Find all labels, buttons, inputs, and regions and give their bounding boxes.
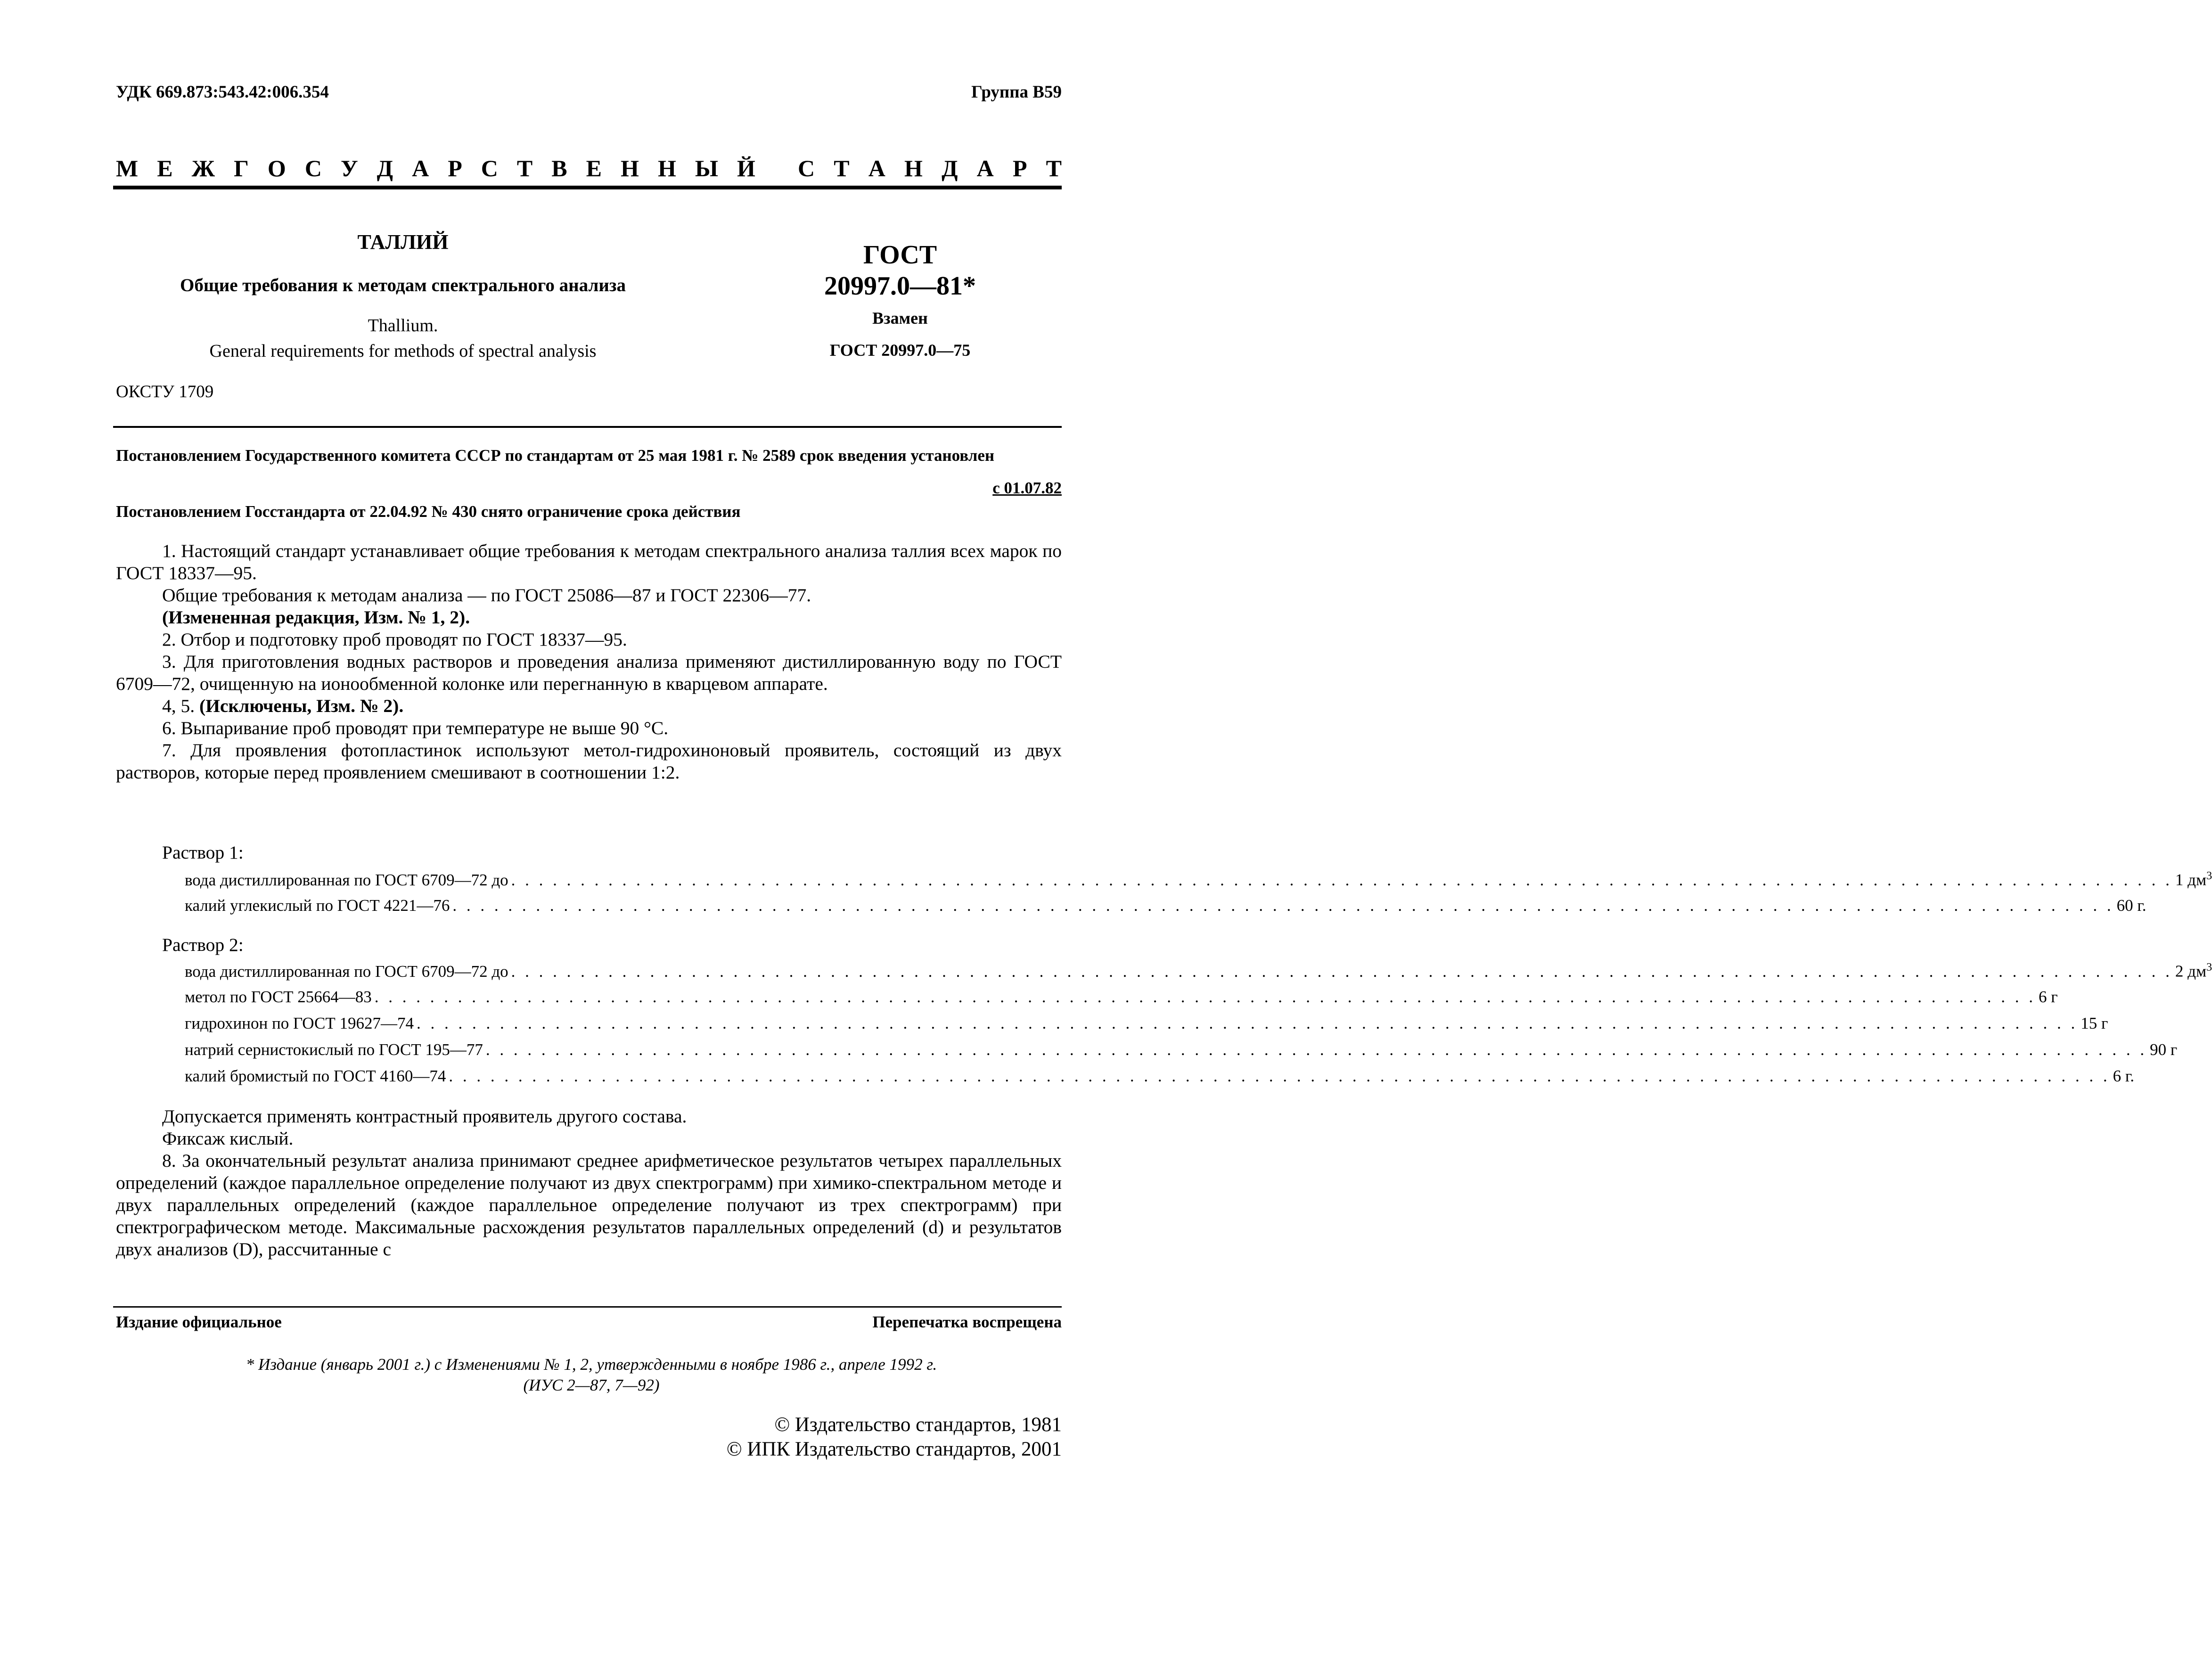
solution-2-label: Раствор 2: [162, 934, 244, 955]
ingredient-row [185, 988, 2058, 1007]
decree-text: Постановлением Государственного комитета СССР по стандартам от 25 мая 1981 г. № 2589 срок введения установлен [116, 446, 995, 465]
banner-letter: В [551, 155, 567, 181]
banner-letter: Н [904, 155, 923, 181]
clause-4-5 [116, 695, 1062, 717]
banner-letter: Р [1012, 155, 1027, 181]
footer-rule [113, 1306, 1062, 1308]
ingredient-amount [2081, 1014, 2108, 1033]
standard-banner [116, 155, 1062, 182]
official-edition: Издание официальное [116, 1313, 282, 1331]
dot-leader: . . . . . . . . . . . . . . . . . . . . . . . . . . . . . . . . . . . . . . . . . . . . . . . . . . . . . . . . . . . . . . . . . . . . . . . . . . . . . . . . . . . . . . . . . . . . . . . . . . . . . . . . . . . . . . . . . . . . . . . . [449, 1067, 2110, 1085]
banner-letter: Ж [191, 155, 215, 181]
banner-letter: Г [234, 155, 249, 181]
ingredient-name: гидрохинон по ГОСТ 19627—74 [185, 1014, 414, 1032]
replaces-standard: ГОСТ 20997.0—75 [829, 341, 971, 360]
doc-title: ТАЛЛИЙ [357, 230, 449, 254]
ingredient-amount [2150, 1040, 2177, 1059]
ingredient-amount [2175, 870, 2212, 890]
clause-4-5-number: 4, 5. [162, 696, 195, 716]
ingredient-name: натрий сернистокислый по ГОСТ 195—77 [185, 1040, 483, 1059]
group-code: Группа B59 [971, 82, 1062, 102]
ingredient-row [185, 1040, 2178, 1059]
clause-8: 8. За окончательный результат анализа принимают среднее арифметическое результатов четырех параллельных определений (каждое параллельное определение получают из двух спектрограмм) при химико-спектральном методе и двух параллельных определений (каждое параллельное определение получают из трех спектрограмм) при спектрографическом методе. Максимальные расхождения результатов параллельных определений (d) и результатов двух анализов (D), рассчитанные с [116, 1150, 1062, 1260]
copyright-block [727, 1413, 1062, 1462]
banner-letter: Д [942, 155, 958, 181]
dot-leader: . . . . . . . . . . . . . . . . . . . . . . . . . . . . . . . . . . . . . . . . . . . . . . . . . . . . . . . . . . . . . . . . . . . . . . . . . . . . . . . . . . . . . . . . . . . . . . . . . . . . . . . . . . . . . . . . . . . . . . . . [485, 1040, 2147, 1059]
banner-letter: А [412, 155, 429, 181]
banner-letter: О [267, 155, 286, 181]
amount-value: 2 дм [2175, 962, 2207, 981]
ingredient-name: вода дистиллированная по ГОСТ 6709—72 до [185, 962, 508, 981]
clause-1: 1. Настоящий стандарт устанавливает общие требования к методам спектрального анализа таллия всех марок по ГОСТ 18337—95. [116, 540, 1062, 583]
english-title [141, 313, 664, 364]
okstu-code: ОКСТУ 1709 [116, 382, 214, 401]
ingredient-row [185, 1067, 2135, 1086]
ingredient-amount [2039, 988, 2058, 1007]
banner-letter: Е [586, 155, 602, 181]
copyright-1981: © Издательство стандартов, 1981 [774, 1414, 1062, 1436]
reprint-prohibited: Перепечатка воспрещена [872, 1313, 1062, 1331]
banner-letter: Н [657, 155, 676, 181]
replaces-label: Взамен [872, 309, 928, 327]
english-title-line1: Thallium. [368, 316, 438, 336]
ingredient-name: вода дистиллированная по ГОСТ 6709—72 до [185, 870, 508, 889]
banner-letter: А [976, 155, 994, 181]
banner-letter: Р [448, 155, 462, 181]
clause-1-amendment: (Измененная редакция, Изм. № 1, 2). [162, 607, 470, 628]
ingredient-row [185, 870, 2212, 890]
decree-text-2: Постановлением Госстандарта от 22.04.92 № 430 снято ограничение срока действия [116, 502, 741, 521]
banner-letter: Н [621, 155, 639, 181]
ingredient-name: калий бромистый по ГОСТ 4160—74 [185, 1067, 446, 1085]
dot-leader: . . . . . . . . . . . . . . . . . . . . . . . . . . . . . . . . . . . . . . . . . . . . . . . . . . . . . . . . . . . . . . . . . . . . . . . . . . . . . . . . . . . . . . . . . . . . . . . . . . . . . . . . . . . . . . . . . . . . . . . . [511, 962, 2172, 981]
gost-block [773, 239, 1027, 360]
after-text [116, 1105, 1062, 1260]
amount-exponent: 3 [2206, 870, 2212, 882]
amount-value: 60 г. [2116, 896, 2146, 915]
dot-leader: . . . . . . . . . . . . . . . . . . . . . . . . . . . . . . . . . . . . . . . . . . . . . . . . . . . . . . . . . . . . . . . . . . . . . . . . . . . . . . . . . . . . . . . . . . . . . . . . . . . . . . . . . . . . . . . . . . . . . . . . [416, 1014, 2078, 1032]
english-title-line2: General requirements for methods of spectral analysis [209, 341, 597, 361]
ingredient-amount [2117, 896, 2146, 915]
banner-letter: У [340, 155, 358, 181]
amount-value: 15 г [2081, 1014, 2108, 1032]
dot-leader: . . . . . . . . . . . . . . . . . . . . . . . . . . . . . . . . . . . . . . . . . . . . . . . . . . . . . . . . . . . . . . . . . . . . . . . . . . . . . . . . . . . . . . . . . . . . . . . . . . . . . . . . . . . . . . . . . . . . . . . . [511, 870, 2172, 889]
ingredient-row [185, 961, 2212, 981]
ingredient-name: метол по ГОСТ 25664—83 [185, 988, 372, 1006]
edition-footnote [141, 1354, 1041, 1396]
ingredient-amount [2113, 1067, 2134, 1086]
amount-value: 1 дм [2175, 870, 2207, 889]
header-rule [113, 426, 1062, 428]
banner-letter: С [481, 155, 498, 181]
ingredient-row [185, 1014, 2108, 1033]
title-block [141, 230, 664, 364]
dot-leader: . . . . . . . . . . . . . . . . . . . . . . . . . . . . . . . . . . . . . . . . . . . . . . . . . . . . . . . . . . . . . . . . . . . . . . . . . . . . . . . . . . . . . . . . . . . . . . . . . . . . . . . . . . . . . . . . . . . . . . . . [452, 896, 2114, 915]
banner-rule [113, 186, 1062, 189]
clause-3: 3. Для приготовления водных растворов и проведения анализа применяют дистиллированную воду по ГОСТ 6709—72, очищенную на ионообменной колонке или перегнанную в кварцевом аппарате. [116, 651, 1062, 694]
copyright-2001: © ИПК Издательство стандартов, 2001 [726, 1438, 1062, 1460]
amount-value: 90 г [2150, 1040, 2178, 1059]
banner-letter: Т [1046, 155, 1062, 181]
banner-letter: Ы [695, 155, 718, 181]
banner-word-standard [798, 155, 1062, 182]
amount-value: 6 г. [2113, 1067, 2135, 1085]
clause-6: 6. Выпаривание проб проводят при температуре не выше 90 °С. [162, 718, 669, 738]
gost-label: ГОСТ [863, 240, 937, 270]
amount-exponent: 3 [2206, 961, 2212, 974]
banner-letter: М [116, 155, 139, 181]
contrast-developer-note: Допускается применять контрастный проявитель другого состава. [162, 1106, 687, 1127]
fixer-note: Фиксаж кислый. [162, 1128, 294, 1149]
amount-value: 6 г [2039, 988, 2058, 1006]
clause-2: 2. Отбор и подготовку проб проводят по ГОСТ 18337—95. [162, 629, 627, 650]
gost-number: 20997.0—81* [824, 271, 976, 301]
banner-word-interstate [116, 155, 755, 182]
dot-leader: . . . . . . . . . . . . . . . . . . . . . . . . . . . . . . . . . . . . . . . . . . . . . . . . . . . . . . . . . . . . . . . . . . . . . . . . . . . . . . . . . . . . . . . . . . . . . . . . . . . . . . . . . . . . . . . . . . . . . . . . [374, 988, 2036, 1006]
banner-letter: Е [157, 155, 173, 181]
body-text [116, 540, 1062, 784]
banner-letter: С [798, 155, 815, 181]
banner-letter: Й [737, 155, 755, 181]
footnote-line2: (ИУС 2—87, 7—92) [523, 1376, 660, 1394]
clause-1-general: Общие требования к методам анализа — по ГОСТ 25086—87 и ГОСТ 22306—77. [162, 585, 811, 606]
clause-4-5-text: (Исключены, Изм. № 2). [199, 696, 404, 716]
banner-letter: Т [516, 155, 533, 181]
banner-letter: Д [377, 155, 393, 181]
ingredient-row [185, 896, 2146, 915]
banner-letter: С [304, 155, 322, 181]
ingredient-amount [2175, 961, 2212, 981]
clause-7: 7. Для проявления фотопластинок используют метол-гидрохиноновый проявитель, состоящий из двух растворов, которые перед проявлением смешивают в соотношении 1:2. [116, 740, 1062, 783]
banner-letter: Т [834, 155, 850, 181]
doc-subtitle: Общие требования к методам спектрального анализа [180, 275, 626, 295]
udk-code: УДК 669.873:543.42:006.354 [116, 82, 329, 102]
ingredient-name: калий углекислый по ГОСТ 4221—76 [185, 896, 450, 915]
footnote-line1: * Издание (январь 2001 г.) с Изменениями № 1, 2, утвержденными в ноябре 1986 г., апреле 1992 г. [246, 1355, 937, 1374]
banner-letter: А [868, 155, 885, 181]
effective-date: с 01.07.82 [992, 479, 1062, 497]
solution-1-label: Раствор 1: [162, 842, 244, 863]
